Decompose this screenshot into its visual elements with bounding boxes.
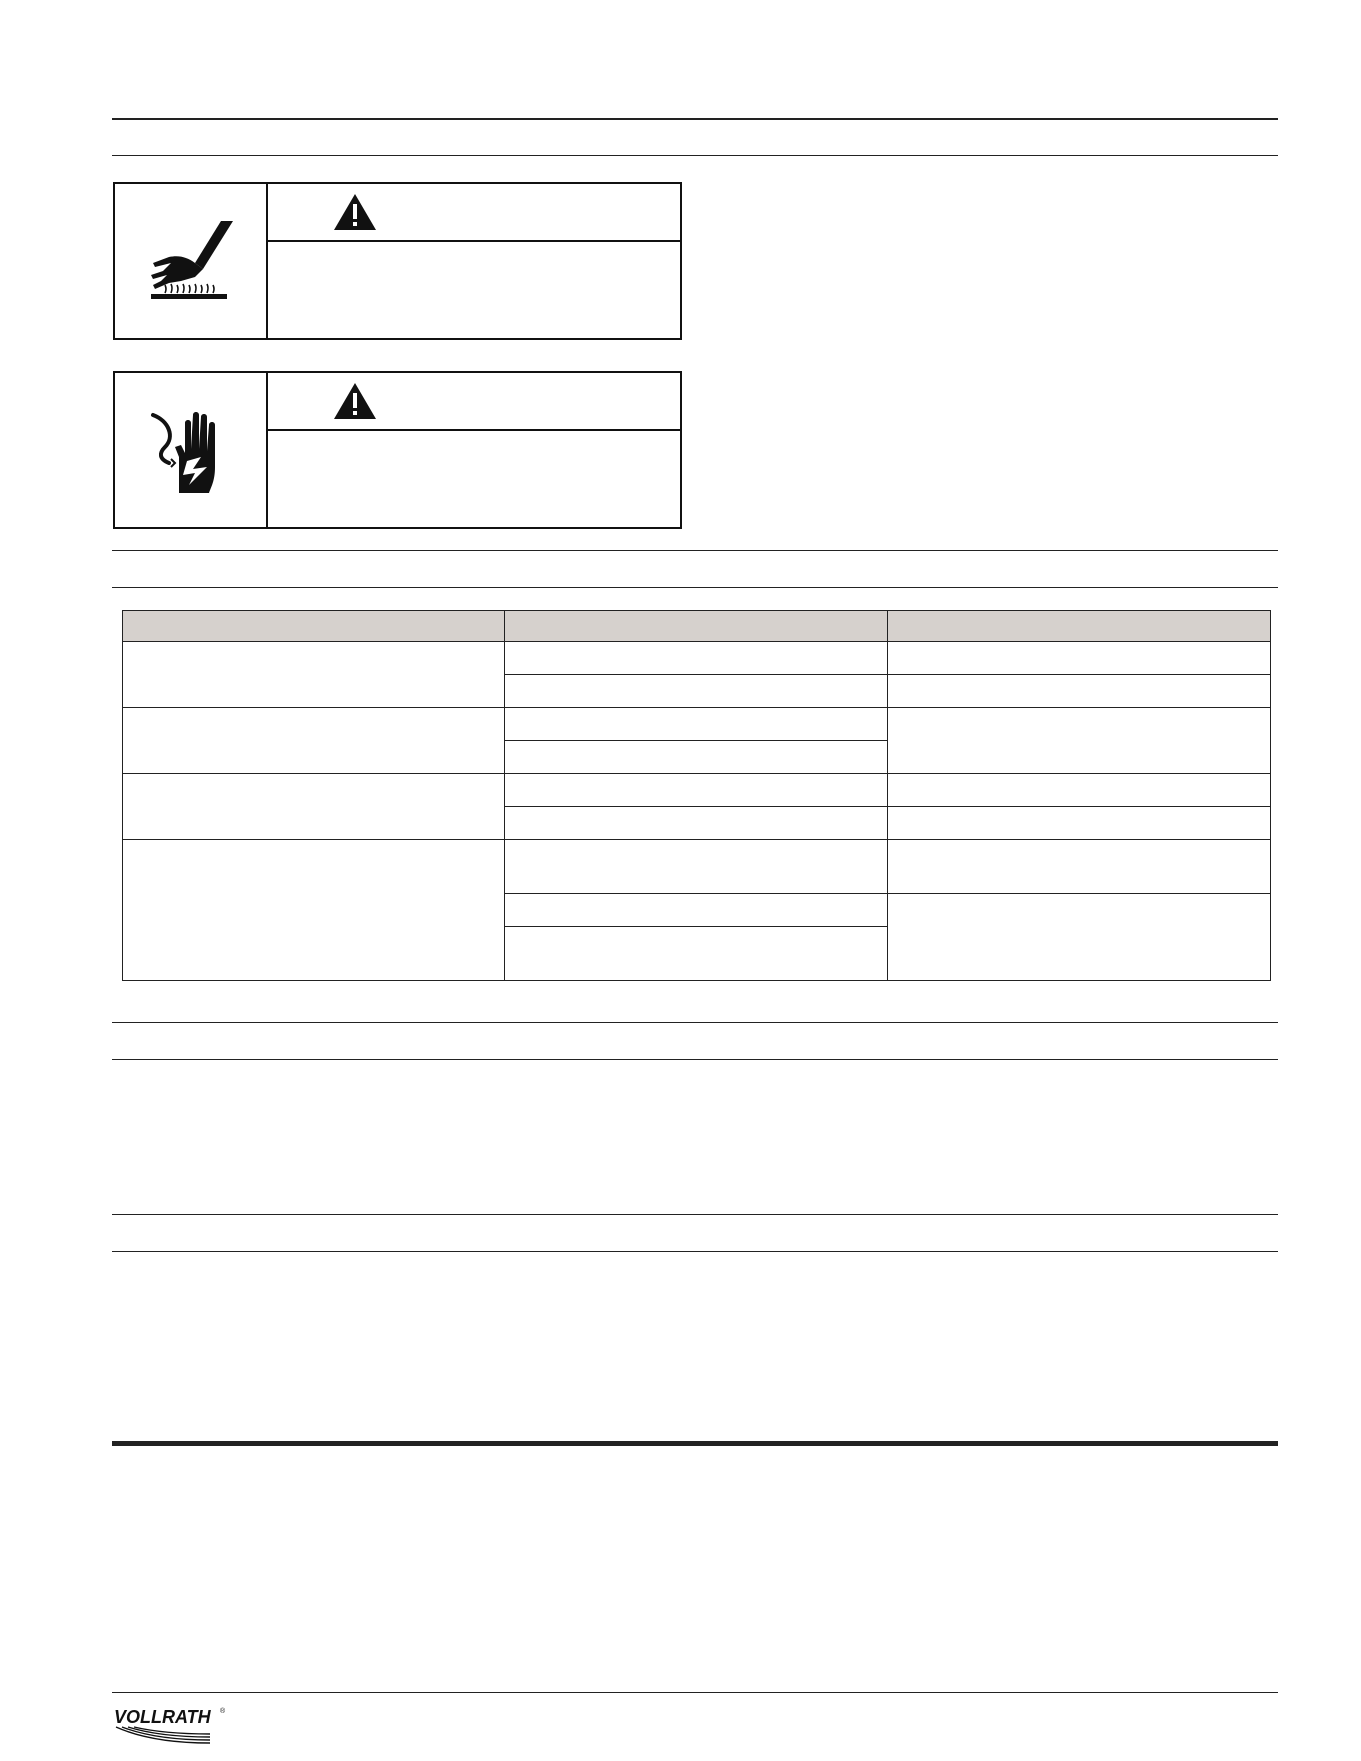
table-cell	[505, 642, 888, 675]
table-cell	[123, 774, 505, 840]
table-row	[123, 708, 1271, 741]
table-header-cell	[123, 611, 505, 642]
table-header-cell	[888, 611, 1271, 642]
warning-message	[268, 431, 680, 527]
warning-triangle-icon	[332, 192, 378, 232]
table-cell	[888, 708, 1271, 774]
vollrath-logo	[112, 1703, 232, 1752]
electrical-shock-hand-icon	[141, 395, 241, 505]
table-row	[123, 774, 1271, 807]
table-cell	[505, 708, 888, 741]
electrical-shock-icon-cell	[115, 373, 268, 527]
svg-text:®: ®	[220, 1708, 226, 1715]
table-cell	[123, 708, 505, 774]
warning-message	[268, 242, 680, 338]
table-cell	[888, 840, 1271, 894]
hot-surface-warning-box	[113, 182, 682, 340]
section4-bottom-rule	[112, 1251, 1278, 1252]
section4-top-rule	[112, 1214, 1278, 1215]
table-cell	[888, 774, 1271, 807]
logo-text: VOLLRATH	[114, 1707, 211, 1727]
table-cell	[505, 894, 888, 927]
warning-triangle-icon	[332, 381, 378, 421]
table-row	[123, 642, 1271, 675]
electrical-shock-warning-box	[113, 371, 682, 529]
section3-bottom-rule	[112, 1059, 1278, 1060]
table-cell	[505, 774, 888, 807]
table-cell	[505, 927, 888, 981]
specifications-table	[122, 610, 1271, 981]
hot-surface-icon-cell	[115, 184, 268, 338]
table-row	[123, 840, 1271, 894]
table-cell	[505, 741, 888, 774]
end-heavy-rule	[112, 1441, 1278, 1446]
section3-top-rule	[112, 1022, 1278, 1023]
table-cell	[888, 642, 1271, 675]
footer-rule	[112, 1692, 1278, 1693]
table-cell	[505, 840, 888, 894]
specifications-top-rule	[112, 550, 1278, 551]
table-cell	[888, 675, 1271, 708]
table-cell	[123, 642, 505, 708]
table-cell	[888, 807, 1271, 840]
warning-header	[268, 184, 680, 242]
table-cell	[505, 807, 888, 840]
table-cell	[505, 675, 888, 708]
table-cell	[888, 894, 1271, 981]
table-header-row	[123, 611, 1271, 642]
table-header-cell	[505, 611, 888, 642]
hot-surface-hand-icon	[141, 211, 241, 311]
safety-section-rule	[112, 155, 1278, 156]
warning-header	[268, 373, 680, 431]
vollrath-logo-icon	[112, 1703, 232, 1747]
top-rule	[112, 118, 1278, 120]
table-cell	[123, 840, 505, 981]
specifications-bottom-rule	[112, 587, 1278, 588]
